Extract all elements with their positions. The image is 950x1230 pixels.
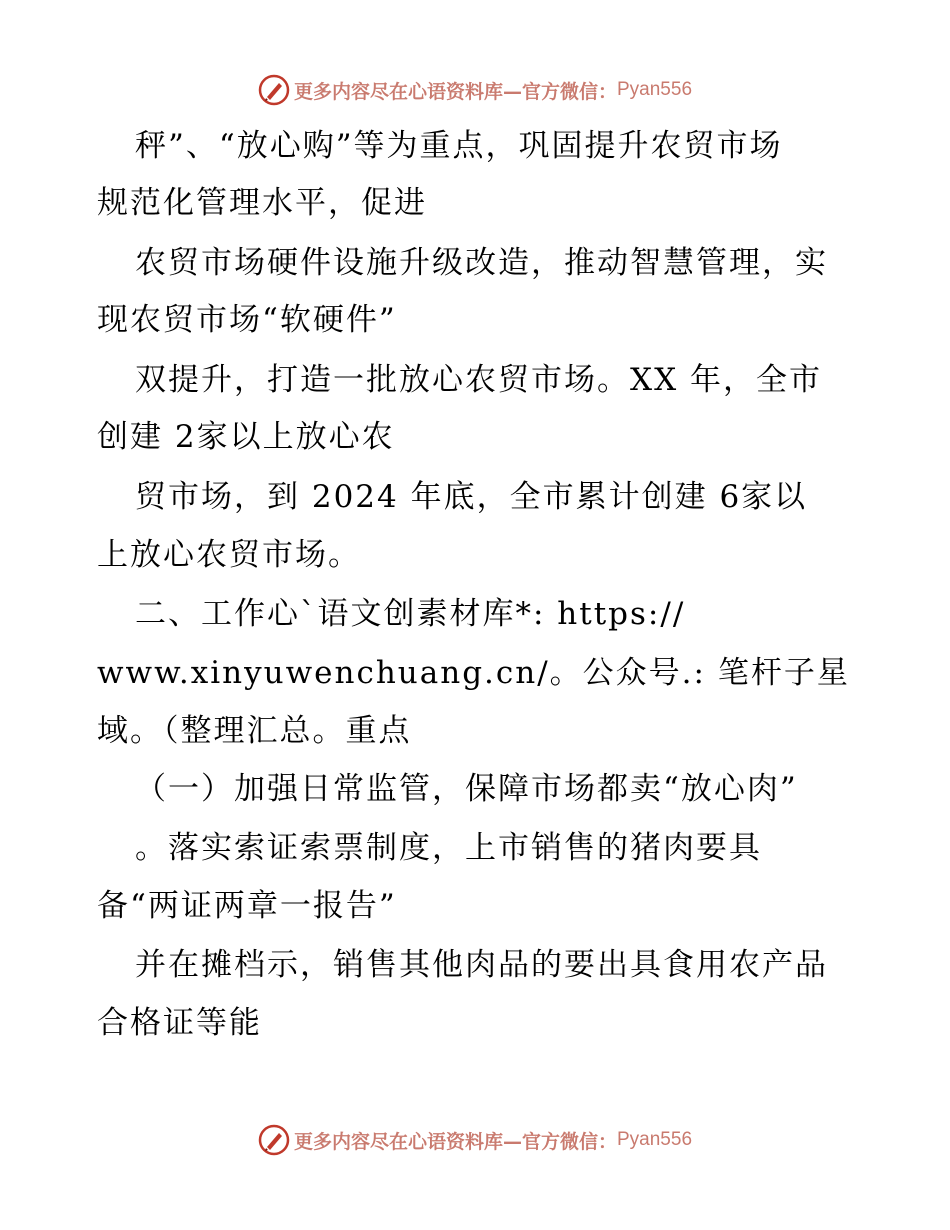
- text-line: 。落实索证索票制度，上市销售的猪肉要具: [135, 830, 762, 866]
- text-line: 合格证等能: [97, 1005, 262, 1041]
- text-line: 农贸市场硬件设施升级改造，推动智慧管理，实: [135, 245, 828, 281]
- pen-logo-icon: [258, 74, 290, 106]
- watermark-wechat-id: Pyan556: [617, 1129, 693, 1150]
- text-line: 双提升，打造一批放心农贸市场。XX 年，全市: [135, 362, 822, 398]
- watermark-wechat-id: Pyan556: [617, 79, 693, 100]
- watermark-text: 更多内容尽在心语资料库—官方微信：: [293, 80, 617, 103]
- text-line: 二、工作心`语文创素材库*: https://: [135, 596, 686, 632]
- text-line: www.xinyuwenchuang.cn/。公众号.: 笔杆子星: [97, 655, 850, 691]
- pen-logo-icon: [258, 1124, 290, 1156]
- header-watermark: [0, 70, 950, 110]
- text-line: （一）加强日常监管，保障市场都卖“放心肉”: [135, 771, 798, 807]
- text-line: 规范化管理水平，促进: [97, 185, 427, 221]
- footer-watermark: [0, 1120, 950, 1160]
- text-line: 现农贸市场“软硬件”: [97, 302, 397, 338]
- text-line: 上放心农贸市场。: [97, 537, 361, 573]
- text-line: 并在摊档示，销售其他肉品的要出具食用农产品: [135, 947, 828, 983]
- text-line: 备“两证两章一报告”: [97, 888, 397, 924]
- text-line: 贸市场，到 2024 年底，全市累计创建 6家以: [135, 479, 808, 515]
- text-line: 创建 2家以上放心农: [97, 419, 395, 455]
- watermark-text: 更多内容尽在心语资料库—官方微信：: [293, 1130, 617, 1153]
- text-line: 秤”、“放心购”等为重点，巩固提升农贸市场: [135, 128, 783, 164]
- text-line: 域。（整理汇总。重点: [97, 713, 412, 749]
